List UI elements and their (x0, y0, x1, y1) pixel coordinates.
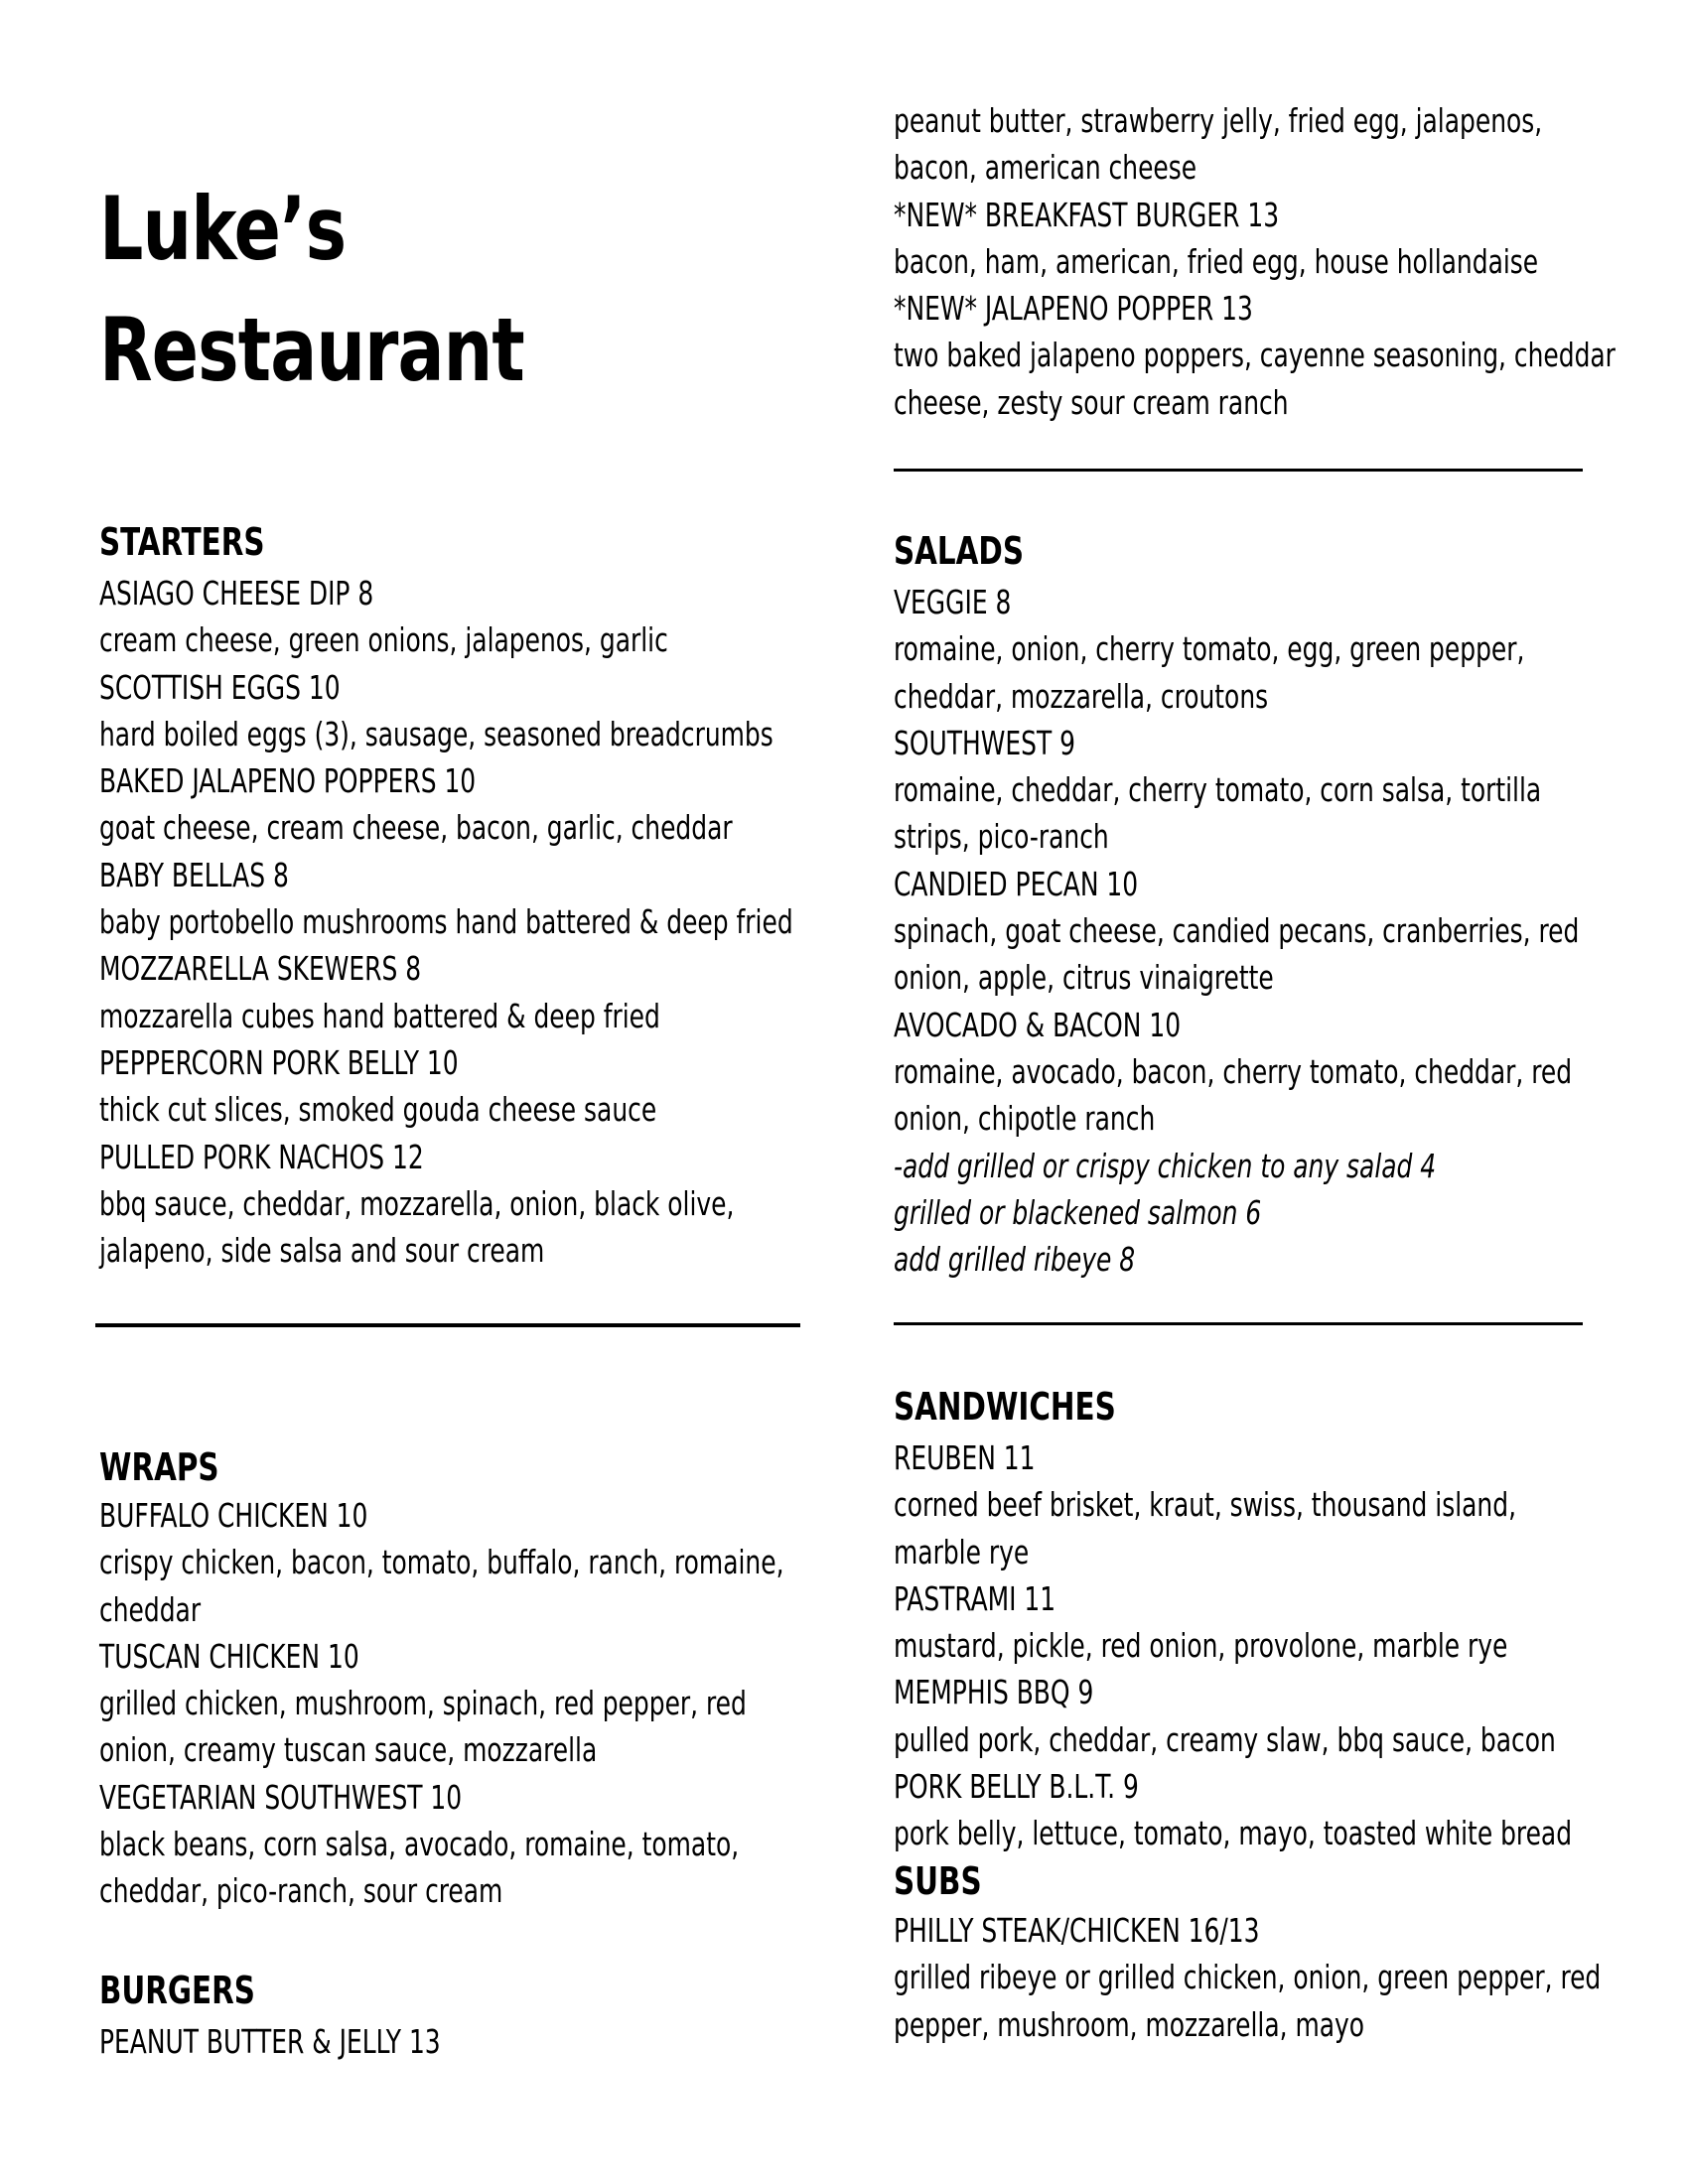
menu-item: PEPPERCORN PORK BELLY 10 (99, 1042, 459, 1082)
menu-line: cheese, zesty sour cream ranch (894, 382, 1289, 422)
menu-item: AVOCADO & BACON 10 (894, 1005, 1182, 1044)
menu-line: crispy chicken, bacon, tomato, buffalo, ranch, romaine, (99, 1543, 784, 1582)
subs-list (894, 1907, 1602, 2048)
title-line-1: Luke’s (99, 178, 347, 280)
menu-line: two baked jalapeno poppers, cayenne seasoning, cheddar (894, 336, 1616, 375)
menu-line: cheddar (99, 1589, 202, 1629)
menu-line: cheddar, pico-ranch, sour cream (99, 1871, 503, 1911)
menu-line: pork belly, lettuce, tomato, mayo, toasted white bread (894, 1814, 1573, 1853)
menu-line: romaine, avocado, bacon, cherry tomato, cheddar, red (894, 1051, 1573, 1091)
menu-line: goat cheese, cream cheese, bacon, garlic, cheddar (99, 808, 733, 848)
burgers-list (99, 2018, 783, 2065)
section-divider (894, 469, 1583, 472)
salads-list (894, 579, 1578, 1283)
menu-line: pepper, mushroom, mozzarella, mayo (894, 2004, 1365, 2044)
sandwiches-heading: SANDWICHES (894, 1385, 1116, 1429)
section-divider (894, 1322, 1583, 1325)
menu-line: marble rye (894, 1532, 1030, 1571)
starters-list (99, 570, 793, 1274)
menu-line: strips, pico-ranch (894, 817, 1109, 857)
menu-line: bacon, american cheese (894, 148, 1197, 188)
menu-line: spinach, goat cheese, candied pecans, cranberries, red (894, 911, 1580, 951)
section-divider (95, 1323, 800, 1327)
menu-item: ASIAGO CHEESE DIP 8 (99, 574, 374, 613)
menu-item: PULLED PORK NACHOS 12 (99, 1137, 424, 1176)
menu-line: pulled pork, cheddar, creamy slaw, bbq sauce, bacon (894, 1719, 1556, 1759)
menu-item: CANDIED PECAN 10 (894, 864, 1139, 903)
menu-line: baby portobello mushrooms hand battered & deep fried (99, 902, 793, 942)
title-line-2: Restaurant (99, 299, 524, 401)
sandwiches-list (894, 1434, 1578, 1857)
menu-item: SCOTTISH EGGS 10 (99, 667, 341, 707)
menu-item: PEANUT BUTTER & JELLY 13 (99, 2022, 441, 2061)
subs-heading: SUBS (894, 1859, 982, 1903)
menu-item: BAKED JALAPENO POPPERS 10 (99, 761, 477, 801)
menu-line: peanut butter, strawberry jelly, fried egg, jalapenos, (894, 101, 1543, 140)
menu-line: thick cut slices, smoked gouda cheese sauce (99, 1090, 657, 1130)
menu-item: *NEW* JALAPENO POPPER 13 (894, 289, 1253, 329)
menu-line: grilled chicken, mushroom, spinach, red pepper, red (99, 1684, 747, 1723)
menu-item: *NEW* BREAKFAST BURGER 13 (894, 195, 1280, 234)
menu-line: mustard, pickle, red onion, provolone, marble rye (894, 1626, 1508, 1666)
menu-line: bacon, ham, american, fried egg, house hollandaise (894, 241, 1539, 281)
menu-item: SOUTHWEST 9 (894, 723, 1075, 762)
menu-line: grilled ribeye or grilled chicken, onion, green pepper, red (894, 1958, 1602, 1997)
menu-line: onion, creamy tuscan sauce, mozzarella (99, 1730, 598, 1770)
menu-line: onion, chipotle ranch (894, 1099, 1156, 1139)
menu-item: VEGETARIAN SOUTHWEST 10 (99, 1777, 463, 1817)
burgers-heading: BURGERS (99, 1969, 255, 2012)
menu-item: BABY BELLAS 8 (99, 855, 289, 894)
salad-addon: add grilled ribeye 8 (894, 1240, 1136, 1280)
menu-item: BUFFALO CHICKEN 10 (99, 1496, 368, 1535)
menu-item: PHILLY STEAK/CHICKEN 16/13 (894, 1911, 1260, 1950)
menu-line: black beans, corn salsa, avocado, romaine, tomato, (99, 1825, 740, 1864)
menu-line: bbq sauce, cheddar, mozzarella, onion, black olive, (99, 1183, 735, 1223)
menu-line: cheddar, mozzarella, croutons (894, 676, 1269, 716)
salads-heading: SALADS (894, 529, 1025, 573)
menu-line: romaine, cheddar, cherry tomato, corn salsa, tortilla (894, 770, 1542, 810)
menu-line: corned beef brisket, kraut, swiss, thousand island, (894, 1485, 1516, 1525)
menu-item: REUBEN 11 (894, 1438, 1036, 1477)
menu-item: PASTRAMI 11 (894, 1578, 1056, 1618)
menu-line: hard boiled eggs (3), sausage, seasoned breadcrumbs (99, 714, 774, 753)
menu-item: MOZZARELLA SKEWERS 8 (99, 949, 422, 989)
menu-item: MEMPHIS BBQ 9 (894, 1673, 1094, 1712)
menu-item: PORK BELLY B.L.T. 9 (894, 1767, 1139, 1807)
menu-line: cream cheese, green onions, jalapenos, garlic (99, 620, 668, 660)
menu-item: TUSCAN CHICKEN 10 (99, 1636, 359, 1676)
starters-heading: STARTERS (99, 520, 265, 564)
restaurant-title (99, 169, 524, 411)
menu-line: mozzarella cubes hand battered & deep fried (99, 996, 660, 1035)
wraps-list (99, 1492, 783, 1915)
wraps-heading: WRAPS (99, 1445, 219, 1489)
menu-item: VEGGIE 8 (894, 583, 1012, 621)
burgers-continued (894, 97, 1616, 426)
menu-line: romaine, onion, cherry tomato, egg, green pepper, (894, 629, 1525, 669)
menu-line: onion, apple, citrus vinaigrette (894, 958, 1274, 998)
salad-addon: -add grilled or crispy chicken to any salad 4 (894, 1146, 1437, 1185)
salad-addon: grilled or blackened salmon 6 (894, 1192, 1262, 1232)
menu-line: jalapeno, side salsa and sour cream (99, 1231, 545, 1271)
